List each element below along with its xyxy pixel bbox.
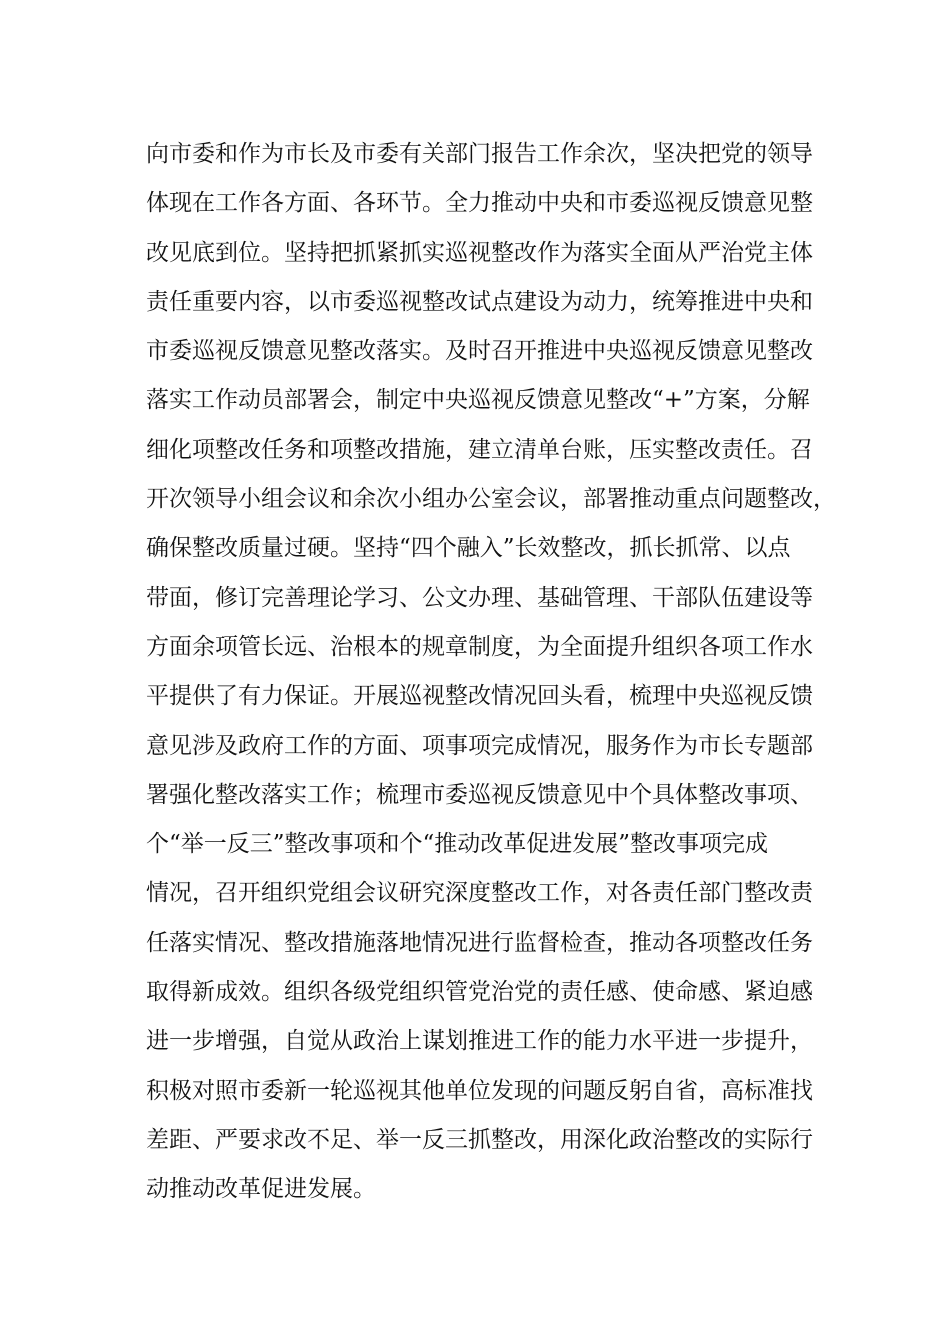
text-line-2: 体现在工作各方面、各环节。全力推动中央和市委巡视反馈意见整: [146, 190, 813, 217]
text-line-5: 市委巡视反馈意见整改落实。及时召开推进中央巡视反馈意见整改: [146, 338, 813, 365]
text-line-13: 意见涉及政府工作的方面、项事项完成情况，服务作为市长专题部: [146, 732, 813, 759]
text-line-9: 确保整改质量过硬。坚持“四个融入”长效整改，抓长抓常、以点: [146, 535, 791, 562]
text-line-1: 向市委和作为市长及市委有关部门报告工作余次，坚决把党的领导: [146, 141, 813, 167]
text-line-11: 方面余项管长远、治根本的规章制度，为全面提升组织各项工作水: [146, 633, 813, 660]
body-paragraph: [146, 134, 836, 1219]
text-line-15: 个“举一反三”整改事项和个“推动改革促进发展”整改事项完成: [146, 831, 769, 858]
text-line-17: 任落实情况、整改措施落地情况进行监督检查，推动各项整改任务: [146, 929, 813, 956]
text-line-4: 责任重要内容，以市委巡视整改试点建设为动力，统筹推进中央和: [146, 288, 813, 315]
text-line-12: 平提供了有力保证。开展巡视整改情况回头看，梳理中央巡视反馈: [146, 683, 813, 710]
text-line-16: 情况，召开组织党组会议研究深度整改工作，对各责任部门整改责: [146, 880, 813, 907]
text-line-6: 落实工作动员部署会，制定中央巡视反馈意见整改“+”方案，分解: [146, 387, 810, 414]
text-line-21: 差距、严要求改不足、举一反三抓整改，用深化政治整改的实际行: [146, 1126, 813, 1153]
text-line-22: 动推动改革促进发展。: [146, 1176, 376, 1203]
text-line-8: 开次领导小组会议和余次小组办公室会议，部署推动重点问题整改，: [146, 486, 836, 513]
text-line-18: 取得新成效。组织各级党组织管党治党的责任感、使命感、紧迫感: [146, 979, 813, 1006]
text-line-3: 改见底到位。坚持把抓紧抓实巡视整改作为落实全面从严治党主体: [146, 239, 813, 266]
text-line-7: 细化项整改任务和项整改措施，建立清单台账，压实整改责任。召: [146, 436, 813, 463]
text-line-10: 带面，修订完善理论学习、公文办理、基础管理、干部队伍建设等: [146, 584, 813, 611]
text-line-20: 积极对照市委新一轮巡视其他单位发现的问题反躬自省，高标准找: [146, 1077, 813, 1104]
text-line-14: 署强化整改落实工作；梳理市委巡视反馈意见中个具体整改事项、: [146, 781, 813, 808]
text-line-19: 进一步增强，自觉从政治上谋划推进工作的能力水平进一步提升，: [146, 1028, 813, 1055]
